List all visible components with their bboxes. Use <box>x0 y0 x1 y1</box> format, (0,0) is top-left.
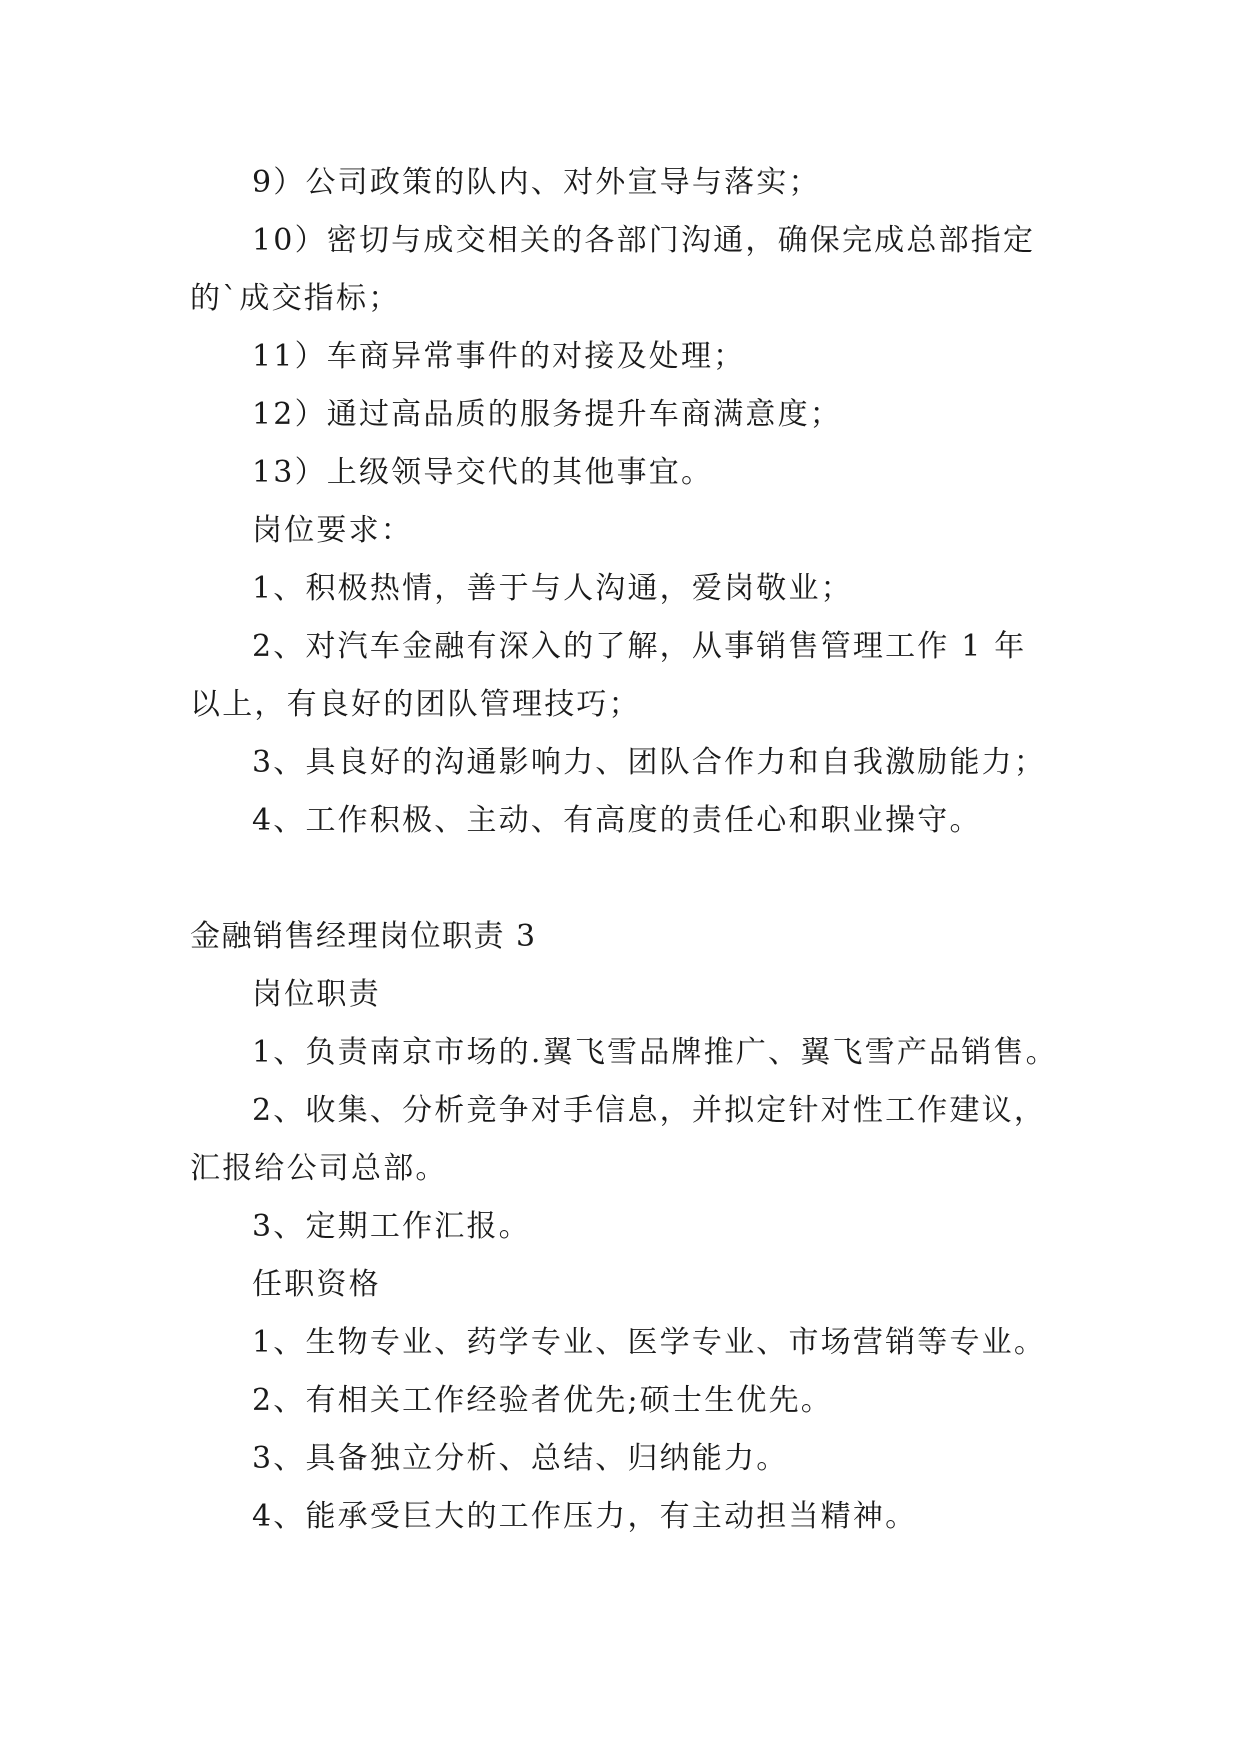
requirement-item-2: 2、对汽车金融有深入的了解，从事销售管理工作 1 年 <box>252 629 1027 664</box>
qualification-item-3: 3、具备独立分析、总结、归纳能力。 <box>252 1441 789 1476</box>
requirement-item-1: 1、积极热情，善于与人沟通，爱岗敬业； <box>252 571 853 606</box>
duties-heading: 岗位职责 <box>252 977 381 1012</box>
duty-item-9: 9）公司政策的队内、对外宣导与落实； <box>252 165 821 200</box>
qualification-item-2: 2、有相关工作经验者优先;硕士生优先。 <box>252 1383 833 1418</box>
duty-item-12: 12）通过高品质的服务提升车商满意度； <box>252 397 842 432</box>
duty-item-11: 11）车商异常事件的对接及处理； <box>252 339 746 374</box>
requirements-heading: 岗位要求： <box>252 513 413 548</box>
requirement-item-2-continuation: 以上，有良好的团队管理技巧； <box>190 687 641 722</box>
duty-item-2-continuation: 汇报给公司总部。 <box>190 1151 448 1186</box>
qualifications-heading: 任职资格 <box>252 1267 381 1302</box>
qualification-item-4: 4、能承受巨大的工作压力，有主动担当精神。 <box>252 1499 918 1534</box>
section-title: 金融销售经理岗位职责 3 <box>190 919 537 954</box>
document-body <box>190 154 1058 1546</box>
requirement-item-3: 3、具良好的沟通影响力、团队合作力和自我激励能力； <box>252 745 1047 780</box>
duty-item-2: 2、收集、分析竞争对手信息，并拟定针对性工作建议， <box>252 1093 1047 1128</box>
requirement-item-4: 4、工作积极、主动、有高度的责任心和职业操守。 <box>252 803 982 838</box>
duty-item-10: 10）密切与成交相关的各部门沟通，确保完成总部指定 <box>252 223 1036 258</box>
duty-item-1: 1、负责南京市场的.翼飞雪品牌推广、翼飞雪产品销售。 <box>252 1035 1058 1070</box>
duty-item-3: 3、定期工作汇报。 <box>252 1209 531 1244</box>
section-spacer <box>190 850 1050 908</box>
duty-item-10-continuation: 的`成交指标； <box>190 281 401 316</box>
duty-item-13: 13）上级领导交代的其他事宜。 <box>252 455 714 490</box>
qualification-item-1: 1、生物专业、药学专业、医学专业、市场营销等专业。 <box>252 1325 1047 1360</box>
